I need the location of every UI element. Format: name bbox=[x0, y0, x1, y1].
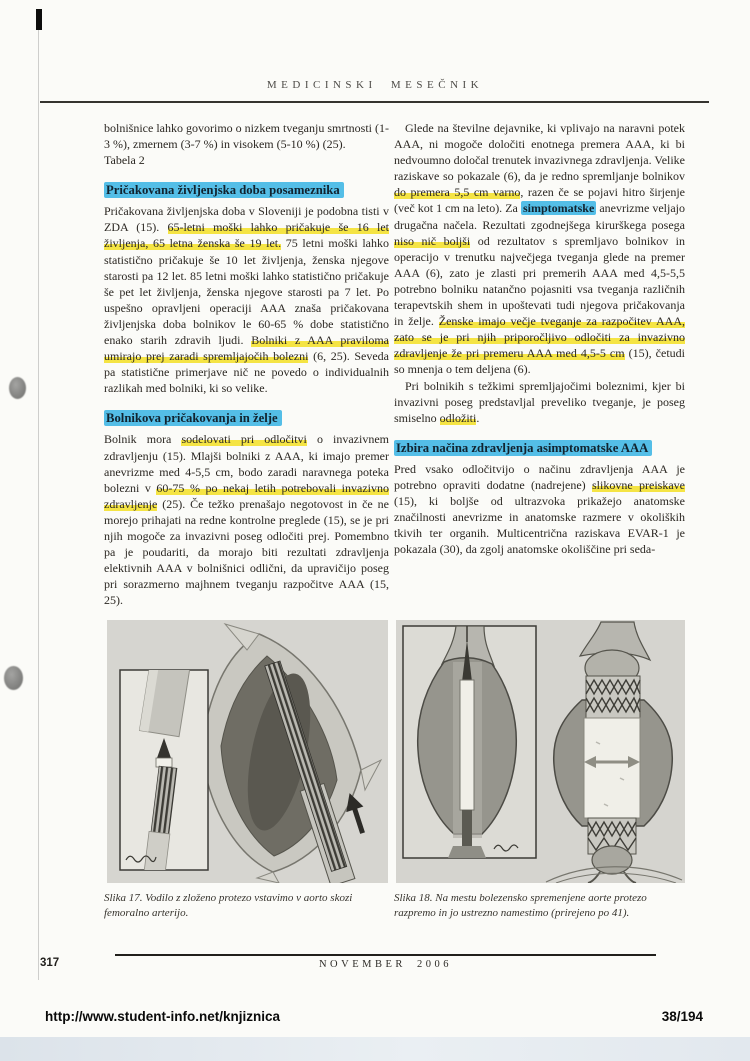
yellow-highlight: do premera 5,5 cm varno bbox=[394, 185, 521, 200]
figure-18-illustration bbox=[396, 620, 685, 883]
stent-graft-deployment-drawing bbox=[396, 620, 685, 883]
text-segment: (6, 25). Seveda pa statistične primerjave nič ne povedo o individualnih razlikah med bolniki, ki so velike. bbox=[104, 349, 389, 396]
punch-hole-shadow bbox=[9, 377, 26, 399]
section-heading-treatment-choice bbox=[394, 439, 685, 457]
text-segment: Pričakovana življenjska doba v Sloveniji je podobna tisti v ZDA (15). bbox=[104, 204, 389, 235]
yellow-highlight: odložiti bbox=[439, 410, 477, 425]
header-rule bbox=[40, 101, 709, 103]
yellow-highlight: 60-75 % po nekaj letih potrebovali invazivno zdravljenje bbox=[104, 480, 389, 511]
text-segment: Pred vsako odločitvijo o načinu zdravljenja AAA je potrebno opraviti dodatne (nadrejene) bbox=[394, 461, 685, 492]
page-edge-line bbox=[38, 30, 39, 980]
section-heading-life-expectancy bbox=[104, 181, 389, 199]
cyan-highlighted-heading: Pričakovana življenjska doba posameznika bbox=[104, 182, 344, 198]
text-segment: Glede na številne dejavnike, ki vplivajo na naravni potek AAA, ni mogoče določiti enotnega premera AAA, ki bi nedvoumno določal trenutek invazivnega zdravljenja. Velike raziskave so pokazale (6), da je redno spremljanje bolnikov bbox=[394, 121, 686, 184]
footer-rule bbox=[115, 954, 656, 956]
text-segment: bolnišnice lahko govorimo o nizkem tveganju smrtnosti (1-3 %), zmernem (3-7 %) in visokem (5-10 %) (25). bbox=[104, 121, 389, 152]
issue-date: NOVEMBER 2006 bbox=[318, 959, 453, 970]
yellow-highlight: sodelovati pri odločitvi bbox=[181, 432, 307, 447]
yellow-highlight: niso nič boljši bbox=[394, 233, 471, 248]
text-segment: (25). Če težko prenašajo negotovost in če ne morejo prihajati na redne kontrolne preglede (15), se je pri njih mogoče za invazivni poseg odločiti prej. Pomembno pa je poudariti, da morajo biti rezultati zdravljenja elektivnih AAA v bolnišnici odlični, da upravičijo poseg pri sorazmerno majhnem tveganju razpočitve AAA (15, 25). bbox=[104, 496, 389, 608]
yellow-highlight: 65-letni moški lahko pričakuje še 16 let življenja, 65 letna ženska še 19 let. bbox=[104, 220, 389, 251]
cyan-highlighted-heading: Bolnikova pričakovanja in želje bbox=[104, 410, 282, 426]
journal-title: MEDICINSKI MESEČNIK bbox=[266, 79, 484, 91]
section-heading-patient-wishes bbox=[104, 409, 389, 427]
yellow-highlight: Ženske imajo večje tveganje za razpočitev AAA, zato se je pri njih priporočljivo odločiti za invazivno zdravljenje že pri premeru AAA med 4,5-5 cm bbox=[394, 314, 685, 361]
left-column bbox=[104, 120, 389, 608]
yellow-highlight: slikovne preiskave bbox=[592, 477, 685, 492]
text-segment: (15), ki boljše od ultrazvoka prikažejo anatomske značilnosti anevrizme in anatomske razmere v okoliških tkivih ter organih. Multicentrična raziskava EVAR-1 je pokazala (30), da zgolj anatomske okoliščine pri seda- bbox=[394, 493, 685, 557]
page-number: 317 bbox=[40, 957, 60, 969]
text-segment: , razen če se pojavi hitro širjenje (več kot 1 cm na leto). Za bbox=[394, 185, 685, 216]
cyan-highlighted-heading: Izbira načina zdravljenja asimptomatske AAA bbox=[394, 440, 652, 456]
paragraph-follow-up bbox=[394, 120, 685, 378]
punch-hole-shadow bbox=[4, 666, 23, 690]
paragraph-patient-wishes bbox=[104, 431, 389, 608]
text-segment: od rezultatov s spremljavo bolnikov in operacijo v trenutku največjega tveganja glede na premer AAA (6), zato je zlasti pri premerih AAA med 4,5-5,5 potrebno bolniku natančno pojasniti vsa tveganja različnih terapevtskih shem in upoštevati tudi njegova pričakovanja in želje. bbox=[394, 233, 685, 329]
scan-page-indicator: 38/194 bbox=[661, 1009, 703, 1024]
text-segment: anevrizme veljajo drugačna načela. Rezultati zgodnejšega kirurškega posega bbox=[394, 201, 685, 232]
figure-17-caption: Slika 17. Vodilo z zloženo protezo vstavimo v aorto skozi femoralno arterijo. bbox=[104, 892, 353, 919]
text-segment: Pri bolnikih s težkimi spremljajočimi boleznimi, kjer bi invazivni poseg predstavljal preveliko tveganje, je poseg smiselno bbox=[394, 378, 685, 425]
paragraph-intro bbox=[104, 120, 389, 152]
text-segment: 75 letni moški lahko statistično pričakuje še 10 let življenja, ženska njegove starosti pa 12 let. 85 letni moški lahko statistično pričakuje še pet let življenja, ženska njegove starosti pa 7 let. Po uspešno opravljeni operaciji AAA znaša pričakovana življenjska doba bolnikov le 60-65 % dobe statistično enako starih zdravih ljudi. bbox=[104, 236, 389, 348]
scan-bottom-strip bbox=[0, 1037, 750, 1061]
cyan-highlight: simptomatske bbox=[522, 201, 595, 216]
text-segment: (15), četudi so mnenja o tem deljena (6). bbox=[394, 346, 685, 377]
right-column bbox=[394, 120, 685, 557]
paragraph-life-expectancy bbox=[104, 203, 389, 396]
source-url: http://www.student-info.net/knjiznica bbox=[45, 1009, 280, 1024]
table-reference: Tabela 2 bbox=[104, 153, 145, 168]
yellow-highlight: Bolniki z AAA praviloma umirajo prej zaradi spremljajočih bolezni bbox=[104, 333, 390, 364]
figure-18-caption: Slika 18. Na mestu bolezensko spremenjene aorte protezo razpremo in jo ustrezno namestimo (prirejeno po 41). bbox=[394, 892, 647, 919]
figure-17-illustration bbox=[107, 620, 388, 883]
text-segment: Bolnik mora bbox=[104, 432, 182, 447]
paragraph-treatment-choice bbox=[394, 461, 685, 558]
surgical-insertion-drawing bbox=[107, 620, 388, 883]
paragraph-comorbidity bbox=[394, 378, 685, 426]
text-segment: o invazivnem zdravljenju (15). Mlajši bolniki z AAA, ki imajo premer anevrizme med 4-5,5 cm, bodo zaradi naravnega poteka bolezni v bbox=[104, 432, 389, 495]
scan-edge-mark bbox=[36, 9, 42, 30]
text-segment: . bbox=[476, 410, 480, 425]
